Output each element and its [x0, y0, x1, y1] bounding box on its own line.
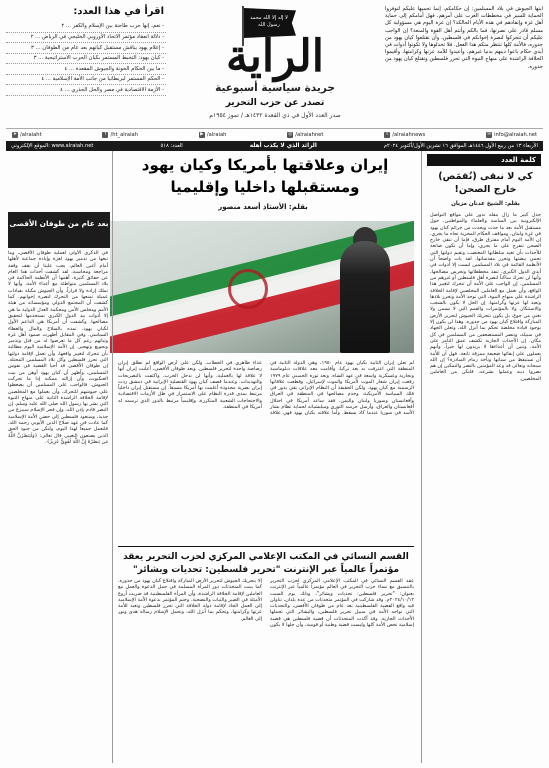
social-label: info@alraiah.net — [494, 131, 537, 138]
masthead — [0, 0, 549, 128]
social-link-instagram[interactable] — [287, 132, 323, 138]
bottom-article-body: عقد القسم النسائي في المكتب الإعلامي المركزي لحزب التحرير بالتنسيق مع نساء حزب التحرير في العالم مؤتمراً عالمياً عبر الإنترنت بعنوان: "تحرير فلسطين: تحديات وبشائر"، وذلك يوم السبت ٢٠٢٤/١٠/١٢م. وقد شاركت في المؤتمر متحدثات من عدة بلدان، تناولن فيه واقع القضية الفلسطينية بعد عام من طوفان الأقصى، والتحديات التي تواجه الأمة في سبيل تحرير فلسطين، والبشائر التي تحملها الأحداث الجارية. وقد أكدت المتحدثات أن قضية فلسطين هي قضية إسلامية تخص الأمة كلها وليست قضية وطنية أو قومية، وأن حلها لا يكون إلا بتحريك الجيوش لتحرير الأرض المباركة واقتلاع كيان يهود من جذوره. كما بينت المتحدثات دور المرأة المسلمة في حمل الدعوة والعمل مع العاملين لإقامة الخلافة الراشدة، وأن المرأة الفلسطينية قد ضربت أروع الأمثلة في الصبر والثبات والتضحية. وختم المؤتمر بدعوة الأمة الإسلامية إلى العمل الجاد لإقامة دولة الخلافة التي تحرر فلسطين وتعيد للأمة عزتها وكرامتها، وتحكم بما أنزل الله، وتحمل الإسلام رسالة هدى ونور إلى العالم. — [118, 578, 414, 629]
editorial-tab: كلمة العدد — [427, 154, 541, 166]
contents-item[interactable]: - ما بين الحكام الخونة والجيوش المقعدة ... ٤ — [6, 64, 166, 75]
bottom-article-headline[interactable]: القسم النسائي في المكتب الإعلامي المركزي لحزب التحرير يعقد مؤتمراً عالمياً عبر الإنترنت "تحرير فلسطين: تحديات وبشائر" — [118, 546, 414, 577]
column-divider — [421, 151, 422, 763]
issue-number: العدد: ٥١٨ — [160, 143, 183, 149]
logo-subtitle: جريدة سياسية أسبوعية — [215, 82, 335, 94]
contents-item[interactable]: - دلالة انعقاد مؤتمر الاتحاد الأوروبي الخليجي في الرياض ... ٢ — [6, 33, 166, 44]
social-label: /alraiahnet — [295, 131, 324, 138]
logo-issuer: تصدر عن حزب التحرير — [225, 98, 325, 108]
twitter-icon: t — [384, 132, 390, 138]
instagram-icon: ◎ — [288, 131, 293, 137]
social-link-telegram[interactable] — [12, 132, 42, 138]
main-article-body: لم تعلن إيران الثانية بكيان يهود عام ١٩٥٠، وهي الدولة الثانية في المنطقة التي اعترفت به بعد تركيا، وأقامت معه علاقات دبلوماسية وتجارية وعسكرية واسعة في عهد الشاه. وبعد ثورة الخميني عام ١٩٧٩ رفعت إيران شعار الموت لأمريكا والموت لإسرائيل، وقطعت علاقاتها الرسمية مع كيان يهود. ولكن الحقيقة أن النظام الإيراني بقي يدور في فلك السياسة الأمريكية، وخدم مصالحها في المنطقة في العراق وأفغانستان وسوريا ولبنان واليمن. فقد ساعد أمريكا في احتلال أفغانستان والعراق، وأرسل حرسه الثوري وميليشياته لحماية نظام بشار الأسد في سوريا عندما كاد يسقط. وأما علاقته بكيان يهود فهي علاقة عداء ظاهري في الخطاب، ولكن على أرض الواقع لم تطلق إيران رصاصة واحدة لتحرير فلسطين. وبعد طوفان الأقصى، أعلنت إيران أنها لا علاقة لها بالعملية، وأنها لن تدخل الحرب، واكتفت بالتصريحات والتهديدات. وعندما قصف كيان يهود القنصلية الإيرانية في دمشق ردت إيران بضربة محدودة أعلمت بها أمريكا مسبقاً. إن مستقبل إيران داخلياً مرتبط بمدى قدرة النظام على الاستمرار في ظل الأزمات الاقتصادية والاحتجاجات الشعبية المتكررة، وإقليمياً مرتبط بالدور الذي ترسمه له أمريكا في المنطقة. — [118, 360, 414, 417]
facebook-icon: f — [102, 132, 108, 138]
editorial-column — [430, 170, 541, 732]
issue-date: الأربعاء ١٣ من ربيع الأول ١٤٤٦هـ الموافق ١٦ تشرين الأول/أكتوبر ٢٠٢٤م — [383, 143, 538, 149]
newspaper-logo[interactable] — [168, 4, 382, 124]
social-label: /alraiahnews — [392, 131, 426, 138]
contents-title: اقرأ في هذا العدد: — [73, 6, 164, 17]
main-headline[interactable]: إيران وعلاقتها بأمريكا وكيان يهود ومستقبلها داخليا وإقليميا — [141, 156, 389, 196]
website-link[interactable]: الموقع الإلكتروني: www.alraiah.net — [11, 143, 94, 149]
telegram-icon: ➤ — [13, 131, 17, 137]
social-label: /ht_alraiah — [110, 131, 138, 138]
first-issue-note: صدر العدد الأول في ذي القعدة ١٤٣٢هـ / تموز ١٩٥٤م — [209, 112, 341, 119]
editorial-author: بقلم: الشيخ عدنان مزيان — [451, 201, 520, 207]
mail-icon: ✉ — [487, 131, 491, 137]
logo-title: الراية — [226, 31, 324, 82]
social-label: /alraiaht — [20, 131, 42, 138]
editorial-text: جدل كبير ما زال ينقله تدور على مواقع التواصل الإلكترونية بين الساسة والعلماء والمواطنين، حول مستقبل الأمة بعد ما حدث ويحدث من جرائم كيان يهود في غزة ولبنان، ومواقف الحكام المخزية تجاه ما يجري. إن الأمة اليوم أمام مفترق طرق، فإما أن تبقى خارج الصحن تتفرج على ما يجري، وإما أن تكون صانعة للأحداث بأن تعيد سلطانها المغتصب وتقيم دولتها التي تحمي بيضتها وتحرر مقدساتها. لقد بات واضحاً أن الأنظمة القائمة في بلاد المسلمين ليست إلا أدوات في أيدي الدول الكبرى، تنفذ مخططاتها وتحرس مصالحها، وأنها لن تحرك ساكناً لنصرة أهل فلسطين أو غيرهم من المسلمين. إن الواجب على الأمة أن تتحرك لتغيير هذا الواقع، وأن تعمل مع العاملين المخلصين لإقامة الخلافة الراشدة على منهاج النبوة، التي توحد الأمة وتحرر بلادها وتعيد لها عزتها وكرامتها. إن الحل لا يكون بالشجب والاستنكار، ولا بالمؤتمرات والقمم التي لا تسمن ولا تغني من جوع، بل يكون بتحريك الجيوش لتحرير الأرض المباركة واقتلاع كيان يهود من جذوره. وهذا لن يكون إلا بوجود قيادة مخلصة تحكم بما أنزل الله، وتعلن الجهاد في سبيله، وتنصر المستضعفين من المسلمين في كل مكان. إن الأحداث الجارية تكشف عمق التآمر على الأمة، وتبين أن أعداءها لا يريدون لها خيراً، وأنهم يعملون على إبقائها ضعيفة ممزقة تابعة. فهل آن للأمة أن تستيقظ من سباتها وتأخذ زمام المبادرة؟ إن الله سبحانه وتعالى قد وعد المؤمنين بالنصر والتمكين إن هم نصروا دينه وعملوا بشرعه، فلنكن من العاملين المخلصين. — [430, 212, 541, 382]
editorial-title[interactable]: كي لا نبقى (نُقمَص) خارج الصحن! — [438, 171, 533, 195]
contents-item[interactable]: - كيان يهود: التخبط المستمر بكيان الحرب الاستراتيجية ... ٣ — [6, 54, 166, 65]
contents-item[interactable]: - نعم، إنها حرب طاحنة بين الإسلام والكفر ... ٢ — [6, 22, 166, 33]
social-link-twitter[interactable] — [384, 132, 425, 138]
person-figure — [340, 241, 390, 353]
social-links-bar — [6, 128, 543, 140]
left-article-body: في الذكرى الأولى لعملية طوفان الأقصى، وما تبعها من تدمير يهود لغزة وإبادة جماعية لأهلها أمام أعين العالم، يجب علينا أن نقف وقفة مراجعة ومحاسبة. لقد كشفت أحداث هذا العام عن حقائق كثيرة، أهمها أن الأنظمة الحاكمة في بلاد المسلمين متواطئة مع أعداء الأمة، وأنها لا تملك إرادة ولا قراراً، وأن الجيوش مكبلة بقيادات عميلة تمنعها من التحرك لنصرة إخوانهم. كما كشفت أن المجتمع الدولي ومؤسساته من هيئة الأمم ومجلس الأمن ومحكمة العدل الدولية ما هي إلا أدوات بيد الدول الكبرى تستخدمها لتحقيق مصالحها. وكشفت أن أمريكا هي الداعم الأول لكيان يهود، تمده بالسلاح والمال والغطاء السياسي. وفي المقابل أظهرت صمود أهل غزة وثباتهم رغم كل ما تعرضوا له من قتل وتدمير وتجويع وتهجير. إن الأمة الإسلامية اليوم مطالبة بأن تتحرك لتغيير واقعها، وأن تعمل لإقامة دولتها التي تحرر فلسطين وكل بلاد المسلمين المحتلة. إن طوفان الأقصى قد أحيا القضية في نفوس المسلمين، وأظهر أن كيان يهود أوهن من بيت العنكبوت، وأن إزالته ممكنة إذا ما تحركت الجيوش. فالواجب على المسلمين أن يضغطوا على جيوشهم للتحرك، وأن يعملوا مع المخلصين لإقامة الخلافة الراشدة الثانية على منهاج النبوة التي بشر بها رسول الله صلى الله عليه وسلم. إن النصر قادم بإذن الله، وإن فجر الإسلام سيبزغ من جديد، وستعود فلسطين إلى حضن الأمة الإسلامية كما عادت في عهد صلاح الدين الأيوبي رحمه الله. فلنعمل جميعاً لهذا اليوم، ولنكن من جنود الحق الذين يصنعون التغيير، قال تعالى: ﴿وَلَيَنصُرَنَّ اللَّهُ مَن يَنصُرُهُ إِنَّ اللَّهَ لَقَوِيٌّ عَزِيزٌ﴾. — [8, 250, 108, 445]
contents-item[interactable]: - الأزمة الاقتصادية في مصر والحل الجذري ... ٤ — [6, 85, 166, 96]
contents-item[interactable]: - إعلام يهود يناقش مستقبل كيانهم بعد عام من الطوفان ... ٣ — [6, 43, 166, 54]
contents-item[interactable]: - الحكم المستمر لبريطانيا من جانب الأمة الإسلامية ... ٤ — [6, 75, 166, 86]
masthead-intro-text: أيتها الجيوش في بلاد المسلمين: إن حكامكم، إنما تحميها عليكم لتوفروا الحماية للسير في مخططات الغرب على أمرهم، فهل أمامكم إلى حماية أهل غزة وإنقاذهم في هذه الأيام الحالكة؟ إن غزة اليوم هي مسؤولية كل مسلم قادر على نصرتها، فما بالكم وأنتم أهل القوة والمنعة؟ إن الواجب عليكم أن تتحركوا لنصرة إخوانكم في فلسطين، وأن تقتلعوا كيان يهود من جذوره، فالأمة كلها تنتظر منكم هذا الفعل. فلا تخذلوها ولا تكونوا أدوات في أيدي حكام باعوا دينهم بدنيا غيرهم، وأعيدوا للأمة عزتها وكرامتها، وأقيموا الخلافة الراشدة على منهاج النبوة التي تحرر فلسطين وتقتلع كيان يهود من جذوره. — [385, 6, 543, 70]
social-label: /alraiah — [206, 131, 227, 138]
column-divider — [112, 151, 113, 763]
left-article-title[interactable]: بعد عام من طوفان الأقصى — [8, 212, 110, 248]
table-of-contents — [6, 6, 166, 124]
contents-list — [6, 22, 166, 96]
social-link-mail[interactable] — [486, 132, 537, 138]
social-link-youtube[interactable] — [199, 132, 227, 138]
newspaper-motto: الرائد الذي لا يكذب أهله — [249, 143, 317, 149]
flag-emblem — [228, 269, 268, 309]
social-link-facebook[interactable] — [102, 132, 138, 138]
flag-text: لا إله إلا الله محمد رسول الله — [250, 15, 288, 28]
date-bar — [6, 141, 543, 151]
youtube-icon: ▶ — [200, 131, 204, 137]
main-byline: بقلم: الأستاذ أسعد منصور — [218, 203, 308, 211]
article-photo — [110, 221, 414, 353]
